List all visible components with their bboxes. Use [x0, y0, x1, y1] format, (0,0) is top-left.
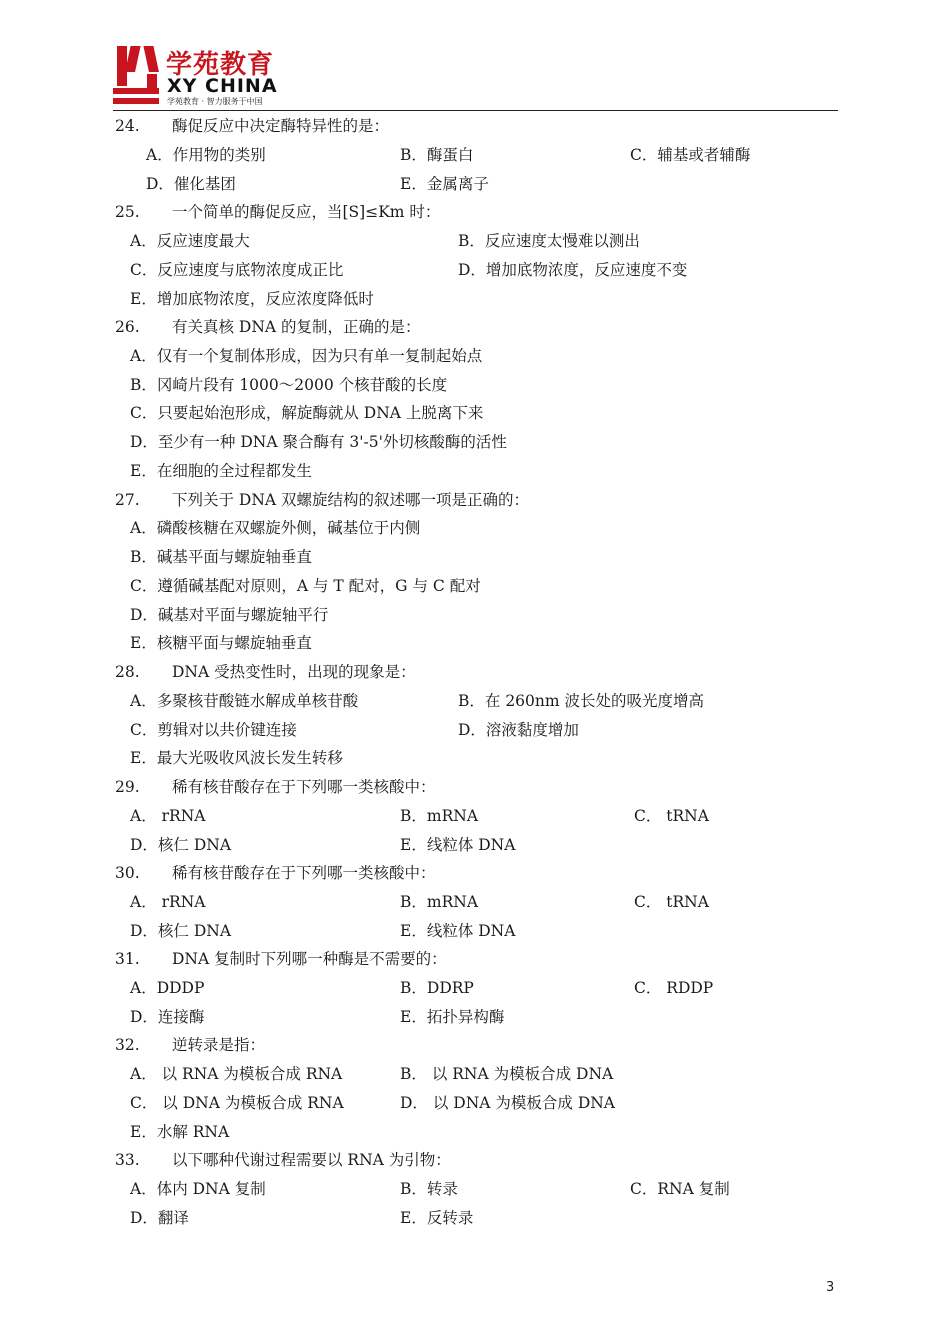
option: B．在 260nm 波长处的吸光度增高 — [458, 692, 705, 710]
option: D．翻译 — [130, 1209, 189, 1227]
question-number: 26. — [115, 318, 140, 336]
question-stem: 下列关于 DNA 双螺旋结构的叙述哪一项是正确的： — [172, 491, 530, 509]
option: E．最大光吸收风波长发生转移 — [130, 749, 343, 767]
question-number: 29. — [115, 778, 140, 796]
option: A． rRNA — [130, 893, 206, 911]
option: E．金属离子 — [400, 175, 489, 193]
question-number: 32. — [115, 1036, 140, 1054]
option: A．作用物的类别 — [146, 146, 266, 164]
question-number: 33. — [115, 1151, 140, 1169]
option: E．在细胞的全过程都发生 — [130, 462, 312, 480]
question-number: 24. — [115, 117, 140, 135]
question-number: 28. — [115, 663, 140, 681]
option: B．酶蛋白 — [400, 146, 474, 164]
option: C．遵循碱基配对原则，A 与 T 配对，G 与 C 配对 — [130, 577, 481, 595]
question-stem: 以下哪种代谢过程需要以 RNA 为引物： — [172, 1151, 451, 1169]
option: C． 以 DNA 为模板合成 RNA — [130, 1094, 344, 1112]
option: E．线粒体 DNA — [400, 836, 516, 854]
question-stem: 稀有核苷酸存在于下列哪一类核酸中： — [172, 778, 436, 796]
option: E．拓扑异构酶 — [400, 1008, 505, 1026]
option: B．碱基平面与螺旋轴垂直 — [130, 548, 312, 566]
option: A． 以 RNA 为模板合成 RNA — [130, 1065, 343, 1083]
option: D． 以 DNA 为模板合成 DNA — [400, 1094, 616, 1112]
option: B．DDRP — [400, 979, 474, 997]
xy-china-logo-icon — [113, 44, 163, 108]
option: A．DDDP — [130, 979, 205, 997]
option: E．反转录 — [400, 1209, 474, 1227]
option: E．水解 RNA — [130, 1123, 230, 1141]
question-stem: 有关真核 DNA 的复制，正确的是： — [172, 318, 421, 336]
question-stem: 酶促反应中决定酶特异性的是： — [172, 117, 390, 135]
option: C． RDDP — [634, 979, 714, 997]
option: B． 以 RNA 为模板合成 DNA — [400, 1065, 614, 1083]
option: D．增加底物浓度，反应速度不变 — [458, 261, 688, 279]
option: B．mRNA — [400, 807, 479, 825]
option: A．反应速度最大 — [130, 232, 250, 250]
option: B．冈崎片段有 1000～2000 个核苷酸的长度 — [130, 376, 448, 394]
question-number: 30. — [115, 864, 140, 882]
option: C．剪辑对以共价键连接 — [130, 721, 297, 739]
page-number: 3 — [826, 1280, 835, 1295]
option: A．仅有一个复制体形成，因为只有单一复制起始点 — [130, 347, 483, 365]
option: A．磷酸核糖在双螺旋外侧，碱基位于内侧 — [130, 519, 421, 537]
logo-chinese-text: 学苑教育 — [166, 50, 275, 80]
question-number: 27. — [115, 491, 140, 509]
option: C．辅基或者辅酶 — [630, 146, 751, 164]
option: D．催化基团 — [146, 175, 236, 193]
option: B．反应速度太慢难以测出 — [458, 232, 640, 250]
question-stem: DNA 受热变性时，出现的现象是： — [172, 663, 416, 681]
option: C．反应速度与底物浓度成正比 — [130, 261, 344, 279]
question-stem: DNA 复制时下列哪一种酶是不需要的： — [172, 950, 447, 968]
option: C．RNA 复制 — [630, 1180, 730, 1198]
option: C． tRNA — [634, 893, 709, 911]
logo-tagline: 学苑教育 · 智力服务于中国 — [167, 97, 263, 106]
question-number: 25. — [115, 203, 140, 221]
option: D．核仁 DNA — [130, 836, 232, 854]
option: A．体内 DNA 复制 — [130, 1180, 266, 1198]
option: D．核仁 DNA — [130, 922, 232, 940]
option: D．连接酶 — [130, 1008, 205, 1026]
option: D．碱基对平面与螺旋轴平行 — [130, 606, 329, 624]
question-stem: 稀有核苷酸存在于下列哪一类核酸中： — [172, 864, 436, 882]
option: A． rRNA — [130, 807, 206, 825]
option: E．增加底物浓度，反应浓度降低时 — [130, 290, 374, 308]
logo-english-text: XY CHINA — [167, 75, 278, 97]
question-stem: 逆转录是指： — [172, 1036, 266, 1054]
option: A．多聚核苷酸链水解成单核苷酸 — [130, 692, 359, 710]
option: D．溶液黏度增加 — [458, 721, 579, 739]
page-header — [113, 44, 838, 110]
question-stem: 一个简单的酶促反应，当[S]≤Km 时： — [172, 203, 441, 221]
option: D．至少有一种 DNA 聚合酶有 3'-5'外切核酸酶的活性 — [130, 433, 507, 451]
option: C． tRNA — [634, 807, 709, 825]
option: E．线粒体 DNA — [400, 922, 516, 940]
option: C．只要起始泡形成，解旋酶就从 DNA 上脱离下来 — [130, 404, 484, 422]
header-divider — [113, 110, 838, 111]
option: E．核糖平面与螺旋轴垂直 — [130, 634, 312, 652]
question-number: 31. — [115, 950, 140, 968]
option: B．转录 — [400, 1180, 458, 1198]
option: B．mRNA — [400, 893, 479, 911]
